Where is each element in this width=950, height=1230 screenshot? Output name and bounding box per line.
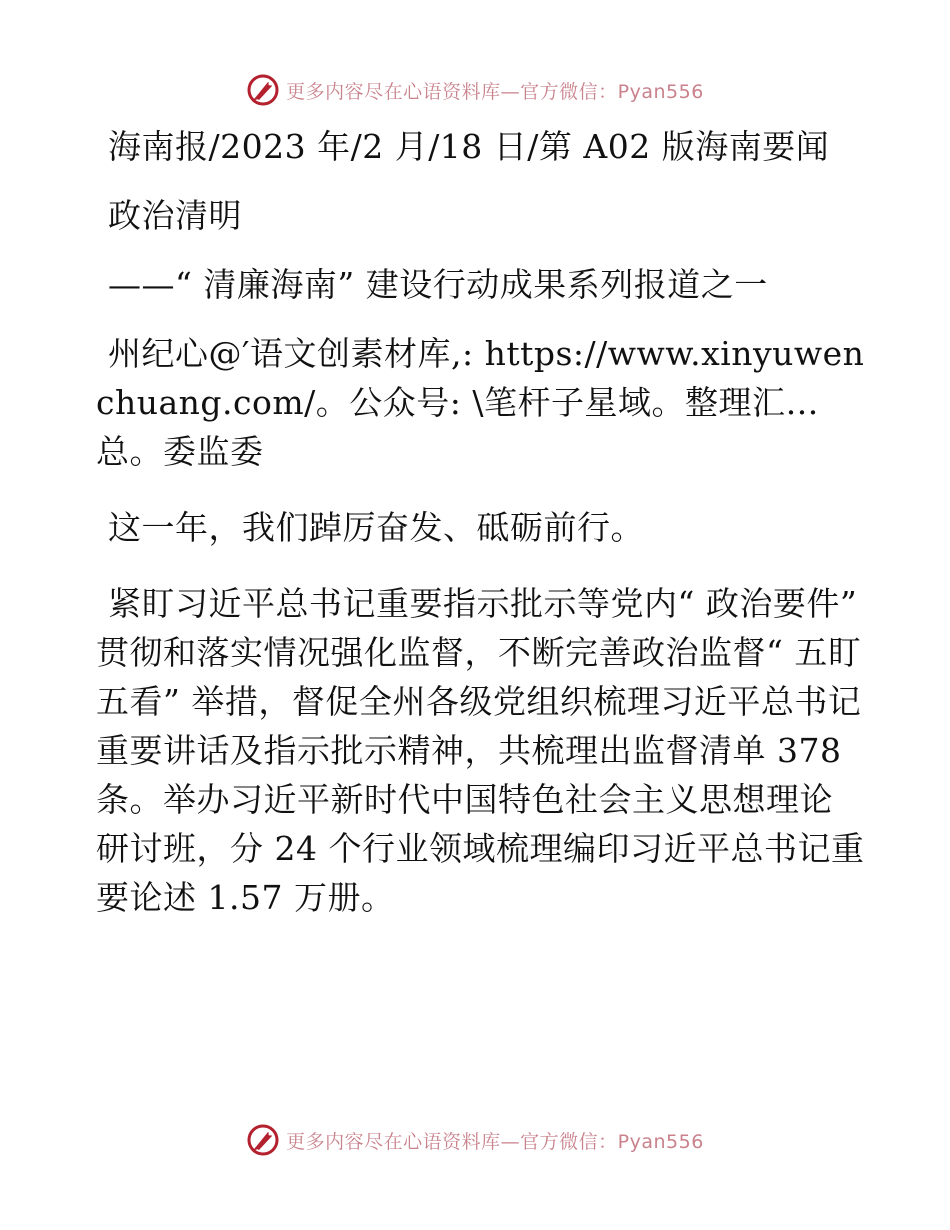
article-title: 政治清明 (108, 196, 242, 235)
article (96, 122, 866, 949)
watermark-bottom (0, 1120, 950, 1160)
article-header: 海南报/2023 年/2 月/18 日/第 A02 版海南要闻 (108, 127, 830, 166)
pen-nib-logo-icon (246, 1123, 280, 1157)
body-paragraph: 紧盯习近平总书记重要指示批示等党内“ 政治要件” 贯彻和落实情况强化监督，不断完善政治监督“ 五盯五看” 举措，督促全州各级党组织梳理习近平总书记重要讲话及指示批示精神，共梳理出监督清单 378 条。举办习近平新时代中国特色社会主义思想理论研讨班，分 24 个行业领域梳理编印习近平总书记重要论述 1.57 万册。 (96, 584, 865, 917)
pen-nib-logo-icon (246, 73, 280, 107)
watermark-text: 更多内容尽在心语资料库—官方微信：Pyan556 (286, 80, 704, 103)
watermark-text: 更多内容尽在心语资料库—官方微信：Pyan556 (286, 1130, 704, 1153)
source-note: 州纪心@′语文创素材库,: https://www.xinyuwenchuang.com/。公众号: \笔杆子星域。整理汇…总。委监委 (96, 334, 865, 471)
lead-paragraph: 这一年，我们踔厉奋发、砥砺前行。 (108, 508, 644, 547)
wechat-id: Pyan556 (617, 80, 704, 103)
watermark-top (0, 70, 950, 110)
wechat-id: Pyan556 (617, 1130, 704, 1153)
article-subtitle: ——“ 清廉海南” 建设行动成果系列报道之一 (108, 265, 768, 304)
